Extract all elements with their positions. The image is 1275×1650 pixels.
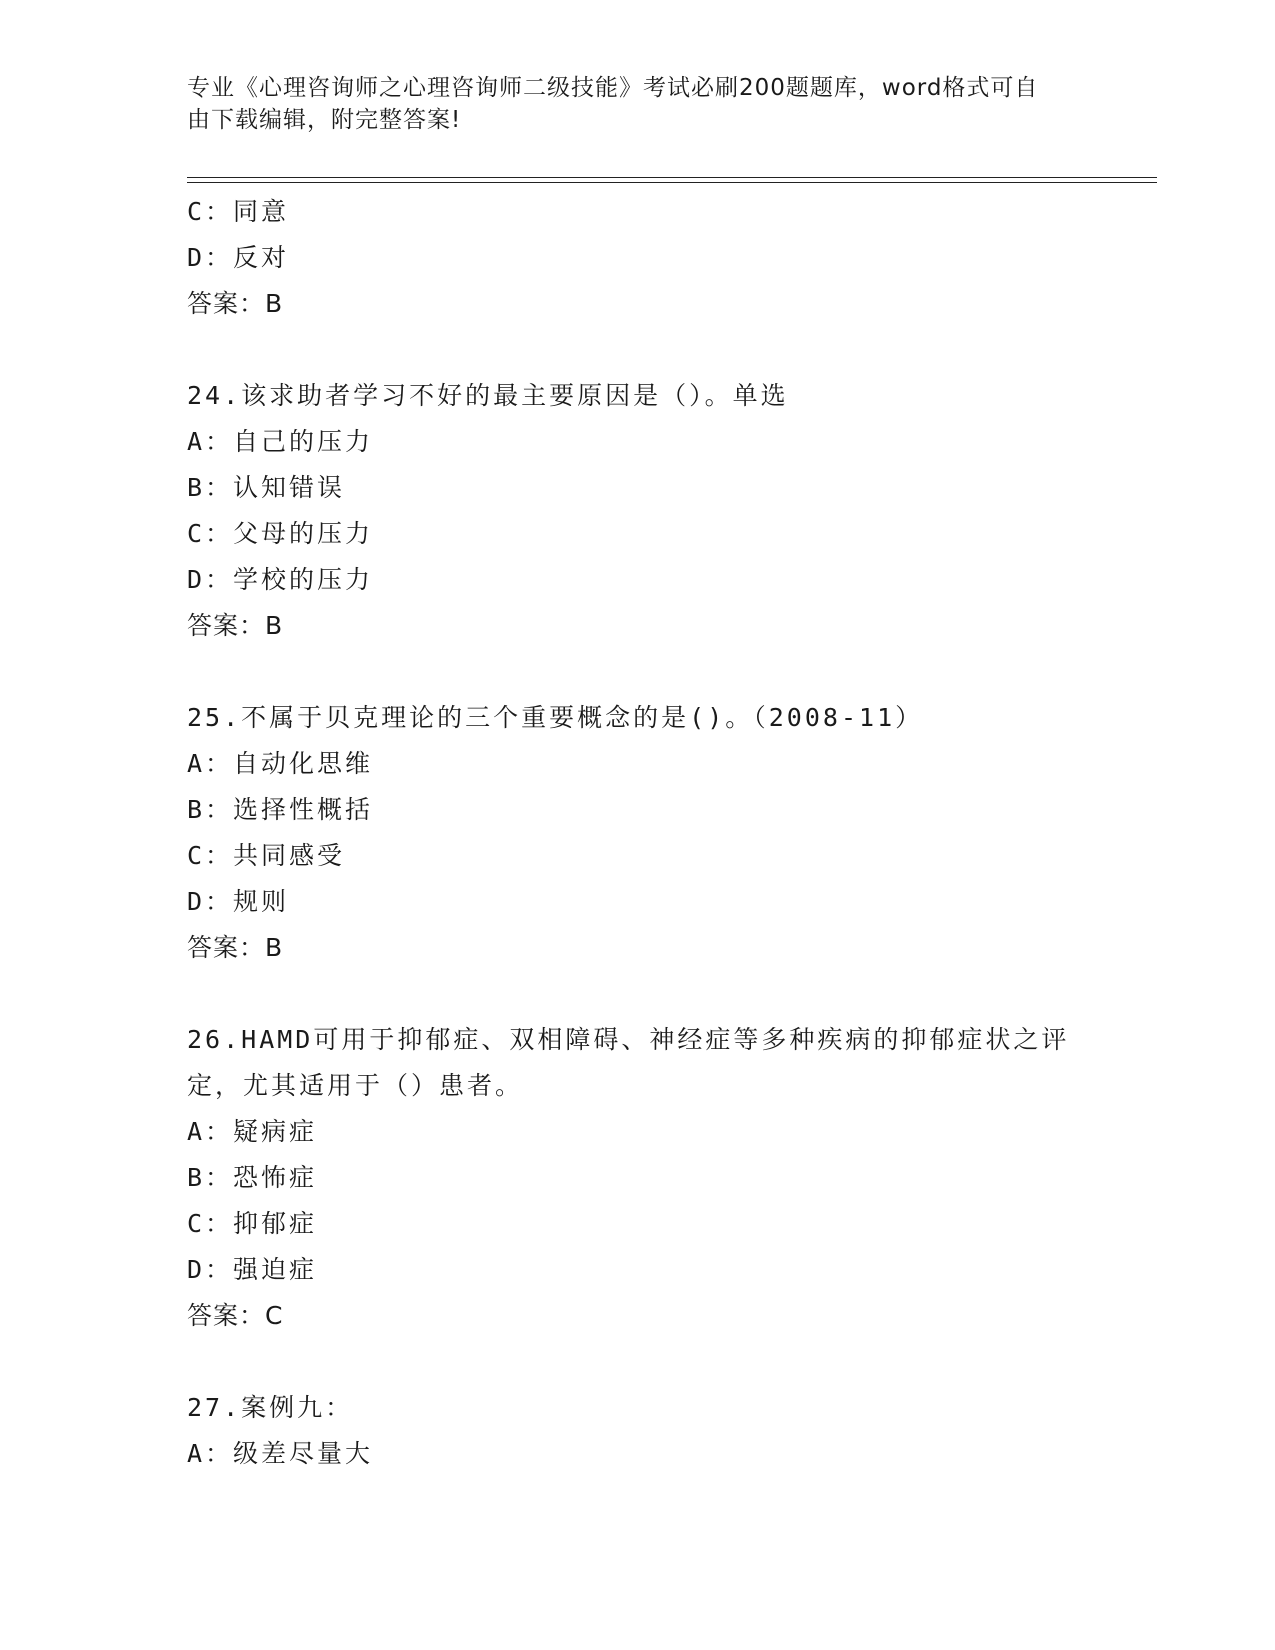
answer-line: 答案：B [187,933,284,962]
question-26 [187,1017,1117,1339]
question-spacer [187,649,1117,695]
question-25 [187,695,1117,971]
header-divider-bottom [187,182,1157,183]
answer-line: 答案：B [187,289,284,318]
option-b: B：认知错误 [187,473,346,502]
option-c: C：共同感受 [187,841,346,870]
document-header [187,72,1087,136]
header-divider-top [187,177,1157,178]
option-c: C：同意 [187,197,290,226]
question-stem-line-1: 26.HAMD可用于抑郁症、双相障碍、神经症等多种疾病的抑郁症状之评 [187,1025,1070,1054]
option-d: D：学校的压力 [187,565,374,594]
header-line-2: 由下载编辑，附完整答案! [187,107,462,133]
header-line-1: 专业《心理咨询师之心理咨询师二级技能》考试必刷200题题库，word格式可自 [187,75,1039,101]
option-b: B：选择性概括 [187,795,374,824]
option-a: A：级差尽量大 [187,1439,374,1468]
question-stem: 27.案例九： [187,1393,354,1422]
question-stem-line-2: 定，尤其适用于（）患者。 [187,1071,524,1100]
question-spacer [187,327,1117,373]
question-24 [187,373,1117,649]
option-a: A：疑病症 [187,1117,318,1146]
question-spacer [187,1339,1117,1385]
option-d: D：规则 [187,887,290,916]
question-23-continued [187,189,1117,327]
question-27 [187,1385,1117,1477]
option-c: C：父母的压力 [187,519,374,548]
option-a: A：自己的压力 [187,427,374,456]
question-stem: 24.该求助者学习不好的最主要原因是（）。单选 [187,381,789,410]
option-c: C：抑郁症 [187,1209,318,1238]
question-stem: 25.不属于贝克理论的三个重要概念的是()。（2008-11） [187,703,924,732]
answer-line: 答案：B [187,611,284,640]
answer-line: 答案：C [187,1301,284,1330]
question-spacer [187,971,1117,1017]
option-d: D：强迫症 [187,1255,318,1284]
question-list [187,189,1117,1477]
option-a: A：自动化思维 [187,749,374,778]
option-b: B：恐怖症 [187,1163,318,1192]
option-d: D：反对 [187,243,290,272]
